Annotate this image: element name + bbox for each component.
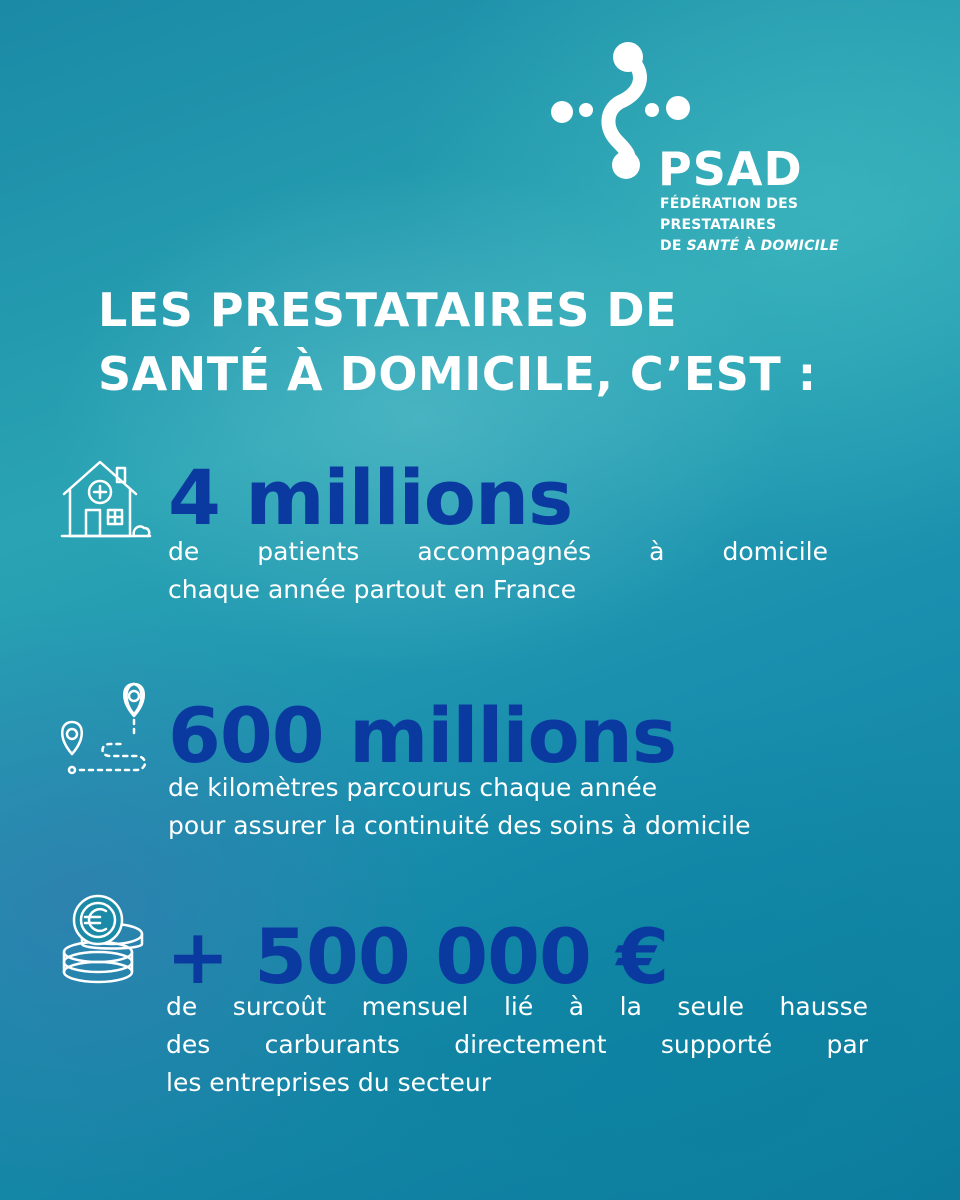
brand-subtitle-domicile: DOMICILE	[760, 238, 839, 254]
brand-subtitle-line1: FÉDÉRATION DES PRESTATAIRES	[660, 196, 799, 233]
stat-patients	[168, 455, 828, 609]
stat-cost-line1: de surcoût mensuel lié à la seule hausse	[166, 992, 868, 1021]
stat-cost-value: + 500 000 €	[166, 912, 669, 1001]
brand-name: PSAD	[658, 142, 803, 196]
stat-cost-line2: des carburants directement supporté par	[166, 1030, 868, 1059]
euro-coins-icon	[58, 892, 154, 988]
page-title-line1: LES PRESTATAIRES DE	[98, 283, 678, 337]
brand-subtitle	[660, 194, 908, 257]
brand-subtitle-sante: SANTÉ	[686, 238, 740, 254]
stat-cost-description	[166, 988, 868, 1102]
page-title	[98, 278, 817, 406]
psad-logo	[548, 40, 908, 254]
brand-subtitle-line2	[660, 236, 908, 257]
brand-subtitle-mid: À	[739, 238, 761, 254]
stat-patients-value: 4 millions	[168, 453, 573, 542]
stat-patients-line1: de patients accompagnés à domicile	[168, 537, 828, 566]
page-title-line2: SANTÉ À DOMICILE, C’EST :	[98, 347, 817, 401]
stat-patients-description	[168, 533, 828, 609]
stat-kilometers-line1: de kilomètres parcourus chaque année	[168, 773, 658, 802]
stat-patients-line2: chaque année partout en France	[168, 575, 577, 604]
stat-cost-line3: les entreprises du secteur	[166, 1068, 492, 1097]
stat-kilometers	[168, 693, 928, 845]
stat-kilometers-description	[168, 769, 928, 845]
route-map-pin-icon	[56, 680, 156, 780]
brand-subtitle-prefix: DE	[660, 238, 687, 254]
stat-cost	[166, 914, 868, 1102]
stat-kilometers-line2: pour assurer la continuité des soins à domicile	[168, 811, 751, 840]
house-medical-icon	[60, 456, 152, 542]
stat-kilometers-value: 600 millions	[168, 691, 677, 780]
